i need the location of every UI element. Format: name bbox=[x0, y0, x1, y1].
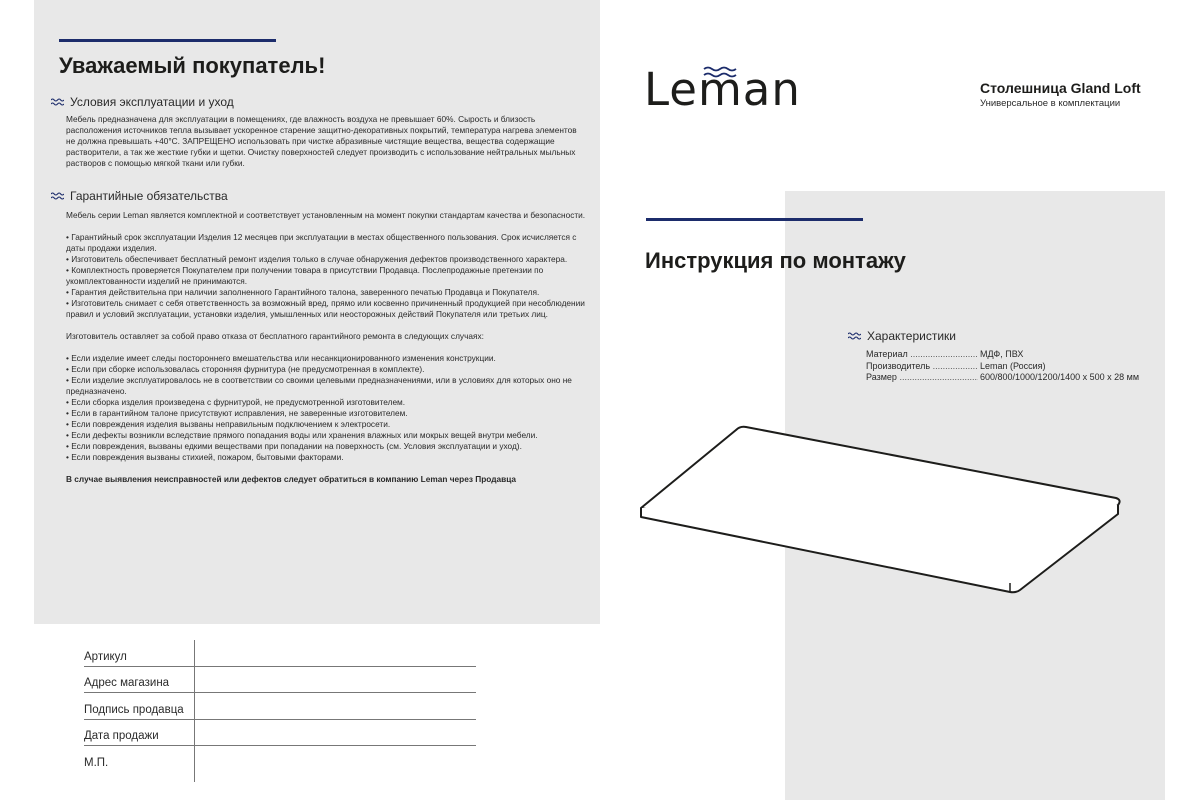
logo-waves-icon bbox=[703, 66, 739, 80]
heading-accent-line bbox=[59, 39, 276, 42]
instruction-title: Инструкция по монтажу bbox=[645, 248, 906, 273]
wave-icon bbox=[51, 192, 64, 201]
bullet: • Если сборка изделия произведена с фурнитурой, не предусмотренной изготовителем. bbox=[66, 397, 406, 407]
bullet: • Если повреждения изделия вызваны неправильным подключением к электросети. bbox=[66, 419, 391, 429]
spec-value: 600/800/1000/1200/1400 х 500 х 28 мм bbox=[980, 372, 1140, 382]
bullet: • Если изделие эксплуатировалось не в соответствии со своими целевыми предназначениями, или в условиях для которых оно не предназначено. bbox=[66, 375, 572, 396]
section-heading-warranty bbox=[51, 189, 228, 203]
section-title: Условия эксплуатации и уход bbox=[70, 95, 234, 109]
warranty-form bbox=[84, 640, 476, 773]
form-label: Артикул bbox=[84, 650, 127, 663]
bullet: • Если при сборке использовалась сторонняя фурнитура (не предусмотренная в комплекте). bbox=[66, 364, 425, 374]
care-text bbox=[66, 114, 586, 169]
bullet: • Если дефекты возникли вследствие прямого попадания воды или хранения влажных или мокрых вещей внутри мебели. bbox=[66, 430, 538, 440]
form-label: Адрес магазина bbox=[84, 677, 170, 689]
wave-icon bbox=[848, 332, 861, 341]
paragraph: Изготовитель оставляет за собой право отказа от бесплатного гарантийного ремонта в следующих случаях: bbox=[66, 331, 484, 341]
spec-value: МДФ, ПВХ bbox=[980, 349, 1024, 359]
spec-label: Производитель ..... bbox=[866, 361, 978, 373]
section-heading-specs bbox=[848, 329, 956, 343]
product-title: Столешница Gland Loft bbox=[980, 80, 1141, 96]
page-title: Уважаемый покупатель! bbox=[59, 53, 326, 78]
wave-icon bbox=[51, 98, 64, 107]
bullet: • Гарантийный срок эксплуатации Изделия 12 месяцев при эксплуатации в местах общественного пользования. Срок исчисляется с даты продажи изделия. bbox=[66, 232, 577, 253]
form-row bbox=[84, 720, 476, 747]
section-heading-care bbox=[51, 95, 234, 109]
spec-label: Материал ..... bbox=[866, 349, 978, 361]
paragraph: Мебель серии Leman является комплектной и соответствует установленным на момент покупки стандартам качества и безопасности. bbox=[66, 210, 586, 220]
form-label: Дата продажи bbox=[84, 730, 159, 742]
bullet: • Если повреждения, вызваны едкими веществами при попадании на поверхность (см. Условия эксплуатации и уход). bbox=[66, 441, 522, 451]
countertop-illustration bbox=[638, 420, 1168, 595]
form-label: Подпись продавца bbox=[84, 703, 184, 716]
brand-name: Leman bbox=[644, 63, 801, 116]
spec-value: Leman (Россия) bbox=[980, 360, 1046, 371]
closing-note: В случае выявления неисправностей или дефектов следует обратиться в компанию Leman через Продавца bbox=[66, 474, 517, 484]
brand-logo bbox=[644, 62, 804, 118]
spec-row bbox=[866, 361, 1139, 373]
bullet: • Если повреждения вызваны стихией, пожаром, бытовыми факторами. bbox=[66, 452, 344, 462]
spec-table bbox=[866, 349, 1139, 384]
bullet: • Изготовитель обеспечивает бесплатный ремонт изделия только в случае обнаружения дефектов производственного характера. bbox=[66, 254, 568, 264]
section-title: Гарантийные обязательства bbox=[70, 189, 228, 203]
form-row bbox=[84, 640, 476, 667]
form-row bbox=[84, 693, 476, 720]
form-label: М.П. bbox=[84, 756, 109, 769]
form-row bbox=[84, 667, 476, 694]
spec-row bbox=[866, 349, 1139, 361]
bullet: • Если в гарантийном талоне присутствуют исправления, не заверенные изготовителем. bbox=[66, 408, 408, 418]
product-subtitle: Универсальное в комплектации bbox=[980, 98, 1121, 109]
bullet: • Комплектность проверяется Покупателем при получении товара в присутствии Продавца. Послепродажные претензии по укомплектованности изделий не принимаются. bbox=[66, 265, 544, 286]
warranty-text bbox=[66, 210, 588, 485]
spec-row bbox=[866, 372, 1139, 384]
bullet: • Если изделие имеет следы постороннего вмешательства или несанкционированного изменения конструкции. bbox=[66, 353, 496, 363]
bullet: • Изготовитель снимает с себя ответственность за возможный вред, прямо или косвенно причиненный продукцией при несоблюдении правил и условий эксплуатации, установки изделия, умышленных или неосторожных действий Покупателя или третьих лиц. bbox=[66, 298, 585, 319]
form-row bbox=[84, 746, 476, 773]
heading-accent-line bbox=[646, 218, 863, 221]
bullet: • Гарантия действительна при наличии заполненного Гарантийного талона, заверенного печатью Продавца и Покупателя. bbox=[66, 287, 540, 297]
paragraph: Мебель предназначена для эксплуатации в помещениях, где влажность воздуха не превышает 60%. Сырость и близость расположения источников тепла вызывает ускоренное старение защитно-декоративных покрытий, температура нагрева элементов не должна превышать +40°С. ЗАПРЕЩЕНО использовать при чистке абразивные чистящие вещества, вещества содержащие растворители, а так же жесткие губки и щетки. Очистку поверхностей следует производить с использование нейтральных мыльных растворов с помощью мягкой ткани или губки. bbox=[66, 114, 577, 168]
spec-label: Размер ..... bbox=[866, 372, 978, 384]
section-title: Характеристики bbox=[867, 329, 956, 343]
